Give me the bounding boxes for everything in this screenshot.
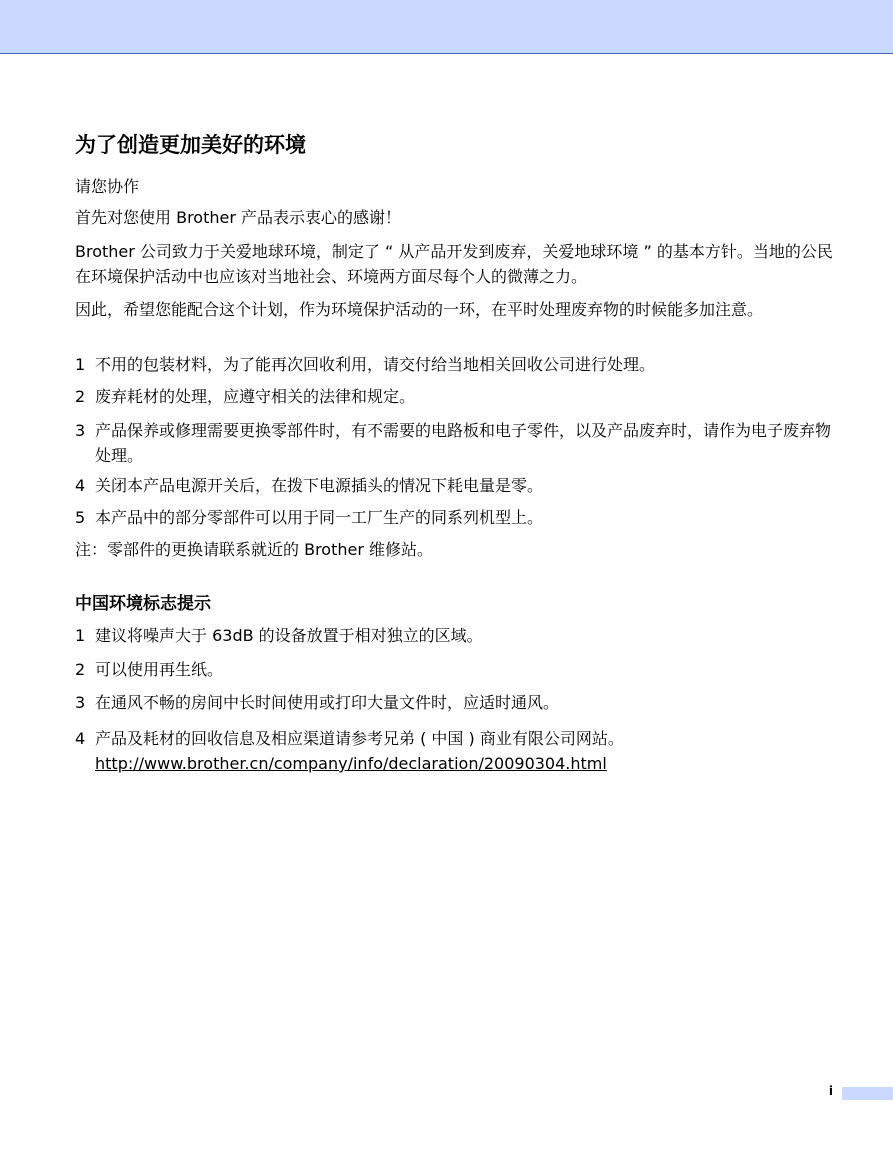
list-number: 3: [75, 421, 86, 440]
list-item: [75, 726, 837, 776]
list-number: 4: [75, 729, 86, 748]
header-band: [0, 0, 893, 54]
list-item: [75, 473, 837, 498]
list-text: 关闭本产品电源开关后，在拨下电源插头的情况下耗电量是零。: [95, 476, 544, 495]
page-number: i: [828, 1084, 833, 1098]
declaration-link[interactable]: http://www.brother.cn/company/info/declaration/20090304.html: [95, 754, 607, 773]
page-title: 为了创造更加美好的环境: [75, 133, 306, 157]
list-text: 废弃耗材的处理，应遵守相关的法律和规定。: [95, 387, 416, 406]
list-number: 2: [75, 387, 86, 406]
list-item: [75, 690, 837, 715]
list-item: [75, 352, 837, 377]
list-text: 不用的包装材料，为了能再次回收利用，请交付给当地相关回收公司进行处理。: [95, 355, 656, 374]
list-text: 建议将噪声大于 63dB 的设备放置于相对独立的区域。: [95, 626, 483, 645]
list-item: [75, 657, 837, 682]
paragraph-intro: 请您协作: [75, 177, 140, 196]
list-number: 2: [75, 660, 86, 679]
list-item: [75, 418, 837, 468]
paragraph-thanks: 首先对您使用 Brother 产品表示衷心的感谢！: [75, 208, 402, 227]
paragraph-request: 因此，希望您能配合这个计划，作为环境保护活动的一环，在平时处理废弃物的时候能多加注意。: [75, 300, 764, 319]
section-title: 中国环境标志提示: [75, 594, 211, 614]
list-number: 1: [75, 355, 86, 374]
page-tab: [842, 1087, 893, 1100]
paragraph-policy: Brother 公司致力于关爱地球环境，制定了 “ 从产品开发到废弃，关爱地球环境 ” 的基本方针。当地的公民在环境保护活动中也应该对当地社会、环境两方面尽每个人的微薄之力。: [75, 242, 833, 286]
list-text: 产品及耗材的回收信息及相应渠道请参考兄弟 ( 中国 ) 商业有限公司网站。: [95, 729, 624, 748]
list-number: 5: [75, 508, 86, 527]
list-text: 在通风不畅的房间中长时间使用或打印大量文件时，应适时通风。: [95, 693, 560, 712]
list-number: 4: [75, 476, 86, 495]
list-text: 可以使用再生纸。: [95, 660, 224, 679]
list-text: 产品保养或修理需要更换零部件时，有不需要的电路板和电子零件，以及产品废弃时，请作为电子废弃物处理。: [95, 421, 832, 465]
note-text: 注：零部件的更换请联系就近的 Brother 维修站。: [75, 540, 434, 559]
list-item: [75, 505, 837, 530]
list-number: 3: [75, 693, 86, 712]
list-text: 本产品中的部分零部件可以用于同一工厂生产的同系列机型上。: [95, 508, 544, 527]
list-number: 1: [75, 626, 86, 645]
list-item: [75, 623, 837, 648]
list-item: [75, 384, 837, 409]
